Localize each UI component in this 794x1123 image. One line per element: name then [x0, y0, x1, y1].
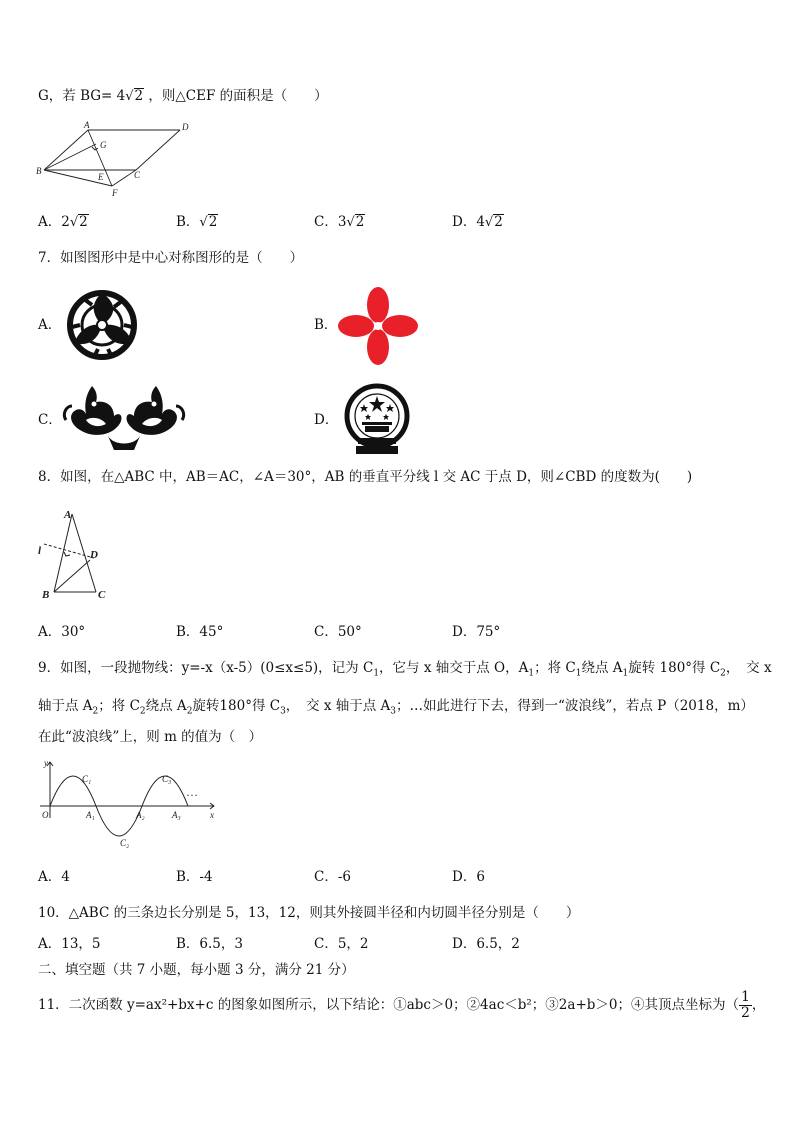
q6-label-a: A — [84, 120, 90, 130]
q11-fraction: $\frac{1}{2}$ — [740, 989, 750, 1021]
q6-option-d[interactable]: D．4√2 — [452, 214, 503, 230]
q9-label-a1: A₁ — [86, 810, 95, 820]
q7-option-c-label[interactable]: C． — [38, 412, 62, 428]
q9-label-a3: A₃ — [172, 810, 181, 820]
q8-option-b[interactable]: B．45° — [176, 624, 224, 640]
petal-top — [367, 287, 389, 323]
q8-label-l: l — [38, 545, 42, 557]
q9-label-c1: C₁ — [82, 774, 92, 784]
q8-stem: 8．如图，在△ABC 中，AB＝AC，∠A＝30°，AB 的垂直平分线 l 交 AC 于点 D，则∠CBD 的度数为( ) — [38, 469, 693, 485]
radical-sign-icon: √ — [69, 215, 79, 230]
q9-label-x: x — [210, 810, 214, 820]
q9-label-c2: C₂ — [120, 838, 130, 848]
national-emblem-icon[interactable] — [338, 378, 416, 458]
section-2-heading: 二、填空题（共 7 小题，每小题 3 分，满分 21 分） — [38, 962, 355, 978]
q6-option-b[interactable]: B．√2 — [176, 214, 218, 230]
q9-label-y: y — [44, 758, 48, 768]
radical-sign-icon: √ — [199, 215, 208, 230]
q9-option-b[interactable]: B．-4 — [176, 869, 213, 885]
q6-option-c[interactable]: C．3√2 — [314, 214, 365, 230]
q8-triangle-figure — [36, 506, 126, 602]
q6-stem-b: ，则△CEF 的面积是（ ） — [148, 88, 328, 104]
q7-stem: 7．如图图形中是中心对称图形的是（ ） — [38, 250, 304, 266]
q7-option-d-label[interactable]: D． — [314, 412, 339, 428]
q9-label-o: O — [42, 810, 49, 820]
radical-sign-icon: √ — [484, 215, 494, 230]
triskelion-emblem-icon[interactable] — [62, 285, 142, 365]
q8-label-d: D — [90, 549, 98, 561]
q6-label-e: E — [98, 172, 104, 182]
q6-label-f: F — [112, 188, 118, 198]
q8-option-d[interactable]: D．75° — [452, 624, 501, 640]
q6-radical: 4√2 — [116, 88, 144, 104]
q10-option-d[interactable]: D．6.5，2 — [452, 936, 520, 952]
q6-stem — [38, 86, 328, 107]
paired-birds-paper-cut-icon[interactable] — [62, 380, 186, 454]
q11-stem: 11．二次函数 y=ax²+bx+c 的图象如图所示，以下结论：①abc＞0；②4ac＜b²；③2a+b＞0；④其顶点坐标为（ $\frac{1}{2}$ ， — [38, 989, 766, 1021]
q10-stem: 10．△ABC 的三条边长分别是 5，13，12，则其外接圆半径和内切圆半径分别是（ ） — [38, 905, 580, 921]
q8-option-a[interactable]: A．30° — [38, 624, 86, 640]
q10-option-a[interactable]: A．13，5 — [38, 936, 101, 952]
q7-option-a-label[interactable]: A． — [38, 317, 62, 333]
q6-parallelogram-figure — [36, 120, 196, 200]
q9-option-c[interactable]: C．-6 — [314, 869, 351, 885]
q8-label-a: A — [64, 509, 72, 521]
q7-option-b-label[interactable]: B． — [314, 317, 338, 333]
q10-option-c[interactable]: C．5，2 — [314, 936, 369, 952]
q6-label-g: G — [100, 140, 107, 150]
q6-label-d: D — [182, 122, 189, 132]
q6-label-c: C — [134, 170, 141, 180]
q9-label-ellipsis: … — [186, 785, 198, 799]
q8-label-b: B — [42, 589, 50, 601]
q6-option-a[interactable]: A．2√2 — [38, 214, 88, 230]
q8-label-c: C — [98, 589, 106, 601]
petal-left — [338, 315, 374, 337]
q8-option-c[interactable]: C．50° — [314, 624, 362, 640]
q9-line-3: 在此“波浪线”上，则 m 的值为（ ） — [38, 729, 263, 745]
q9-line-2: 轴于点 $A_2$；将 $C_2$绕点 $A_2$旋转180°得 $C_3$， 交 x 轴于点 $A_3$；…如此进行下去，得到一“波浪线”，若点 P（2018，m） — [38, 698, 754, 717]
q9-label-c3: C₃ — [162, 774, 172, 784]
q9-line-1: 9．如图，一段抛物线：y=-x（x-5）(0≤x≤5)，记为 $C_1$，它与 x 轴交于点 O，$A_1$；将 $C_1$绕点 $A_1$旋转 180°得 $C_2$， 交 x — [38, 660, 772, 679]
petal-bottom — [367, 329, 389, 365]
q10-option-b[interactable]: B．6.5，3 — [176, 936, 243, 952]
q9-option-a[interactable]: A．4 — [38, 869, 70, 885]
q9-option-d[interactable]: D．6 — [452, 869, 485, 885]
q9-label-a2: A₂ — [136, 810, 145, 820]
radical-sign-icon: √ — [125, 89, 134, 104]
q9-wave-figure — [36, 758, 220, 850]
petal-right — [382, 315, 418, 337]
red-four-petal-flower-icon[interactable] — [338, 287, 418, 365]
q6-stem-a: G，若 BG= — [38, 88, 113, 104]
q6-label-b: B — [36, 166, 42, 176]
radical-sign-icon: √ — [346, 215, 355, 230]
